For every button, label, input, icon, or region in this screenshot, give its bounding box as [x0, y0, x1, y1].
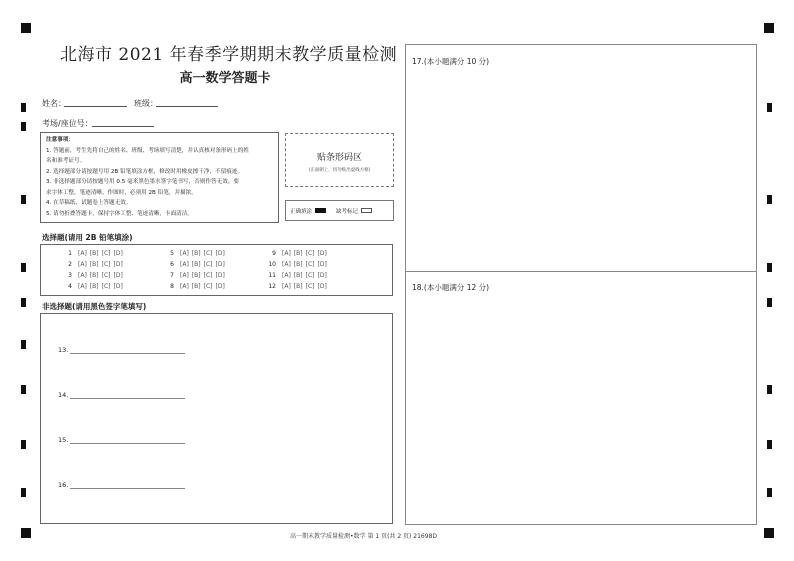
- notice-box: [40, 132, 279, 223]
- question-number: 13.: [58, 346, 69, 354]
- answer-rule[interactable]: [70, 437, 185, 444]
- choice-option-bubble[interactable]: [D]: [215, 250, 225, 257]
- timing-mark: [21, 122, 26, 131]
- choice-option-bubble[interactable]: [C]: [305, 283, 315, 290]
- choice-option-bubble[interactable]: [A]: [180, 261, 189, 268]
- question-18-title: 18.(本小题满分 12 分): [412, 283, 490, 292]
- choice-section-title: 选择题(请用 2B 铅笔填涂): [42, 233, 133, 242]
- room-seat-label: 考场/座位号：: [42, 119, 93, 128]
- question-number: 14.: [58, 391, 69, 399]
- choice-question-row: [160, 283, 225, 290]
- choice-option-bubble[interactable]: [A]: [180, 283, 189, 290]
- choice-option-bubble[interactable]: [C]: [203, 261, 213, 268]
- notice-item: 名和准考证号。: [46, 158, 86, 164]
- choice-question-row: [262, 283, 327, 290]
- filled-box-example: [315, 208, 326, 213]
- choice-question-row: [160, 250, 225, 257]
- question-number: 5: [170, 250, 174, 257]
- choice-option-bubble[interactable]: [B]: [293, 283, 303, 290]
- choice-question-row: [262, 272, 327, 279]
- notice-item: 1. 答题前，考生先将自己的姓名、班级、考场填写清楚，并认真核对条形码上的姓: [46, 147, 249, 154]
- timing-mark: [767, 440, 772, 449]
- choice-option-bubble[interactable]: [C]: [101, 272, 111, 279]
- question-number: 10: [268, 261, 276, 268]
- question-number: 2: [68, 261, 72, 268]
- timing-mark: [21, 440, 26, 449]
- registration-mark-top-left: [21, 23, 31, 33]
- choice-option-bubble[interactable]: [A]: [180, 272, 189, 279]
- question-number: 11: [268, 272, 276, 279]
- question-17-title: 17.(本小题满分 10 分): [412, 57, 490, 66]
- choice-option-bubble[interactable]: [D]: [215, 261, 225, 268]
- registration-mark-bottom-right: [764, 528, 774, 538]
- choice-question-row: [160, 272, 225, 279]
- timing-mark: [767, 488, 772, 497]
- question-number: 8: [170, 283, 174, 290]
- choice-option-bubble[interactable]: [D]: [215, 272, 225, 279]
- choice-option-bubble[interactable]: [A]: [282, 272, 291, 279]
- question-number: 1: [68, 250, 72, 257]
- fill-legend: [285, 200, 394, 221]
- timing-mark: [21, 195, 26, 204]
- answer-line-16[interactable]: [58, 481, 185, 489]
- room-seat-field[interactable]: [92, 126, 154, 127]
- notice-item: 3. 非选择题部分请按题号用 0.5 毫米黑色墨水签字笔书写，否则作答无效。要: [46, 179, 239, 185]
- answer-line-13[interactable]: [58, 346, 185, 354]
- choice-option-bubble[interactable]: [A]: [78, 283, 87, 290]
- choice-option-bubble[interactable]: [A]: [282, 283, 291, 290]
- question-number: 7: [170, 272, 174, 279]
- exam-title: 北海市 2021 年春季学期期末教学质量检测: [60, 45, 398, 65]
- choice-question-row: [262, 250, 327, 257]
- answer-line-15[interactable]: [58, 436, 185, 444]
- question-number: 6: [170, 261, 174, 268]
- question-number: 4: [68, 283, 72, 290]
- choice-option-bubble[interactable]: [C]: [203, 283, 213, 290]
- choice-question-row: [58, 261, 123, 268]
- choice-question-row: [160, 261, 225, 268]
- timing-mark: [767, 263, 772, 272]
- timing-mark: [767, 195, 772, 204]
- choice-option-bubble[interactable]: [D]: [113, 272, 123, 279]
- choice-option-bubble[interactable]: [B]: [293, 272, 303, 279]
- choice-option-bubble[interactable]: [D]: [317, 250, 327, 257]
- timing-mark: [767, 298, 772, 307]
- choice-option-bubble[interactable]: [B]: [191, 250, 201, 257]
- class-label: 班级：: [134, 99, 158, 108]
- timing-mark: [21, 263, 26, 272]
- timing-mark: [767, 385, 772, 394]
- nonchoice-answer-box: [40, 313, 393, 524]
- choice-option-bubble[interactable]: [A]: [282, 250, 291, 257]
- barcode-area: [285, 133, 394, 187]
- timing-mark: [21, 385, 26, 394]
- barcode-label: 贴条形码区: [316, 153, 362, 163]
- name-label: 姓名：: [42, 99, 66, 108]
- answer-rule[interactable]: [70, 347, 185, 354]
- registration-mark-bottom-left: [21, 528, 31, 538]
- barcode-hint: (正面朝上，切勿贴出虚线方框): [308, 168, 371, 173]
- notice-title: 注意事项：: [46, 137, 74, 143]
- choice-option-bubble[interactable]: [C]: [305, 272, 315, 279]
- choice-option-bubble[interactable]: [C]: [305, 261, 315, 268]
- notice-item: 4. 在草稿纸、试题卷上答题无效。: [46, 200, 132, 206]
- timing-mark: [767, 103, 772, 112]
- notice-item: 求字体工整，笔迹清晰。作图时，必须用 2B 铅笔，并描浓。: [46, 189, 197, 196]
- choice-option-bubble[interactable]: [D]: [317, 261, 327, 268]
- registration-mark-top-right: [764, 23, 774, 33]
- choice-option-bubble[interactable]: [B]: [191, 283, 201, 290]
- name-field[interactable]: [64, 106, 127, 107]
- choice-option-bubble[interactable]: [D]: [113, 283, 123, 290]
- choice-option-bubble[interactable]: [A]: [78, 250, 87, 257]
- answer-rule[interactable]: [70, 482, 185, 489]
- choice-option-bubble[interactable]: [C]: [203, 272, 213, 279]
- class-field[interactable]: [156, 106, 218, 107]
- choice-option-bubble[interactable]: [D]: [113, 261, 123, 268]
- answer-sheet-title: 高一数学答题卡: [179, 71, 271, 86]
- nonchoice-section-title: 非选择题(请用黑色签字笔填写): [42, 302, 147, 311]
- choice-option-bubble[interactable]: [A]: [78, 272, 87, 279]
- choice-option-bubble[interactable]: [B]: [191, 272, 201, 279]
- timing-mark: [21, 340, 26, 349]
- choice-question-row: [58, 250, 123, 257]
- choice-option-bubble[interactable]: [C]: [203, 250, 213, 257]
- timing-mark: [21, 103, 26, 112]
- correct-fill-label: 正确填涂: [290, 208, 313, 215]
- choice-option-bubble[interactable]: [D]: [215, 283, 225, 290]
- notice-item: 2. 选择题部分请按题号用 2B 铅笔填涂方框，修改时用橡皮擦干净，不留痕迹。: [46, 168, 244, 175]
- answer-line-14[interactable]: [58, 391, 185, 399]
- choice-option-bubble[interactable]: [C]: [101, 250, 111, 257]
- choice-option-bubble[interactable]: [A]: [180, 250, 189, 257]
- choice-question-row: [58, 272, 123, 279]
- question-number: 15.: [58, 436, 69, 444]
- choice-option-bubble[interactable]: [D]: [113, 250, 123, 257]
- choice-option-bubble[interactable]: [B]: [89, 250, 99, 257]
- choice-option-bubble[interactable]: [C]: [101, 261, 111, 268]
- choice-option-bubble[interactable]: [C]: [101, 283, 111, 290]
- question-number: 12: [268, 283, 276, 290]
- choice-question-row: [262, 261, 327, 268]
- choice-question-row: [58, 283, 123, 290]
- panel-divider: [405, 271, 757, 272]
- notice-item: 5. 请勿折叠答题卡，保持字体工整、笔迹清晰，卡面清洁。: [46, 210, 193, 217]
- question-number: 9: [272, 250, 276, 257]
- choice-option-bubble[interactable]: [B]: [191, 261, 201, 268]
- choice-option-bubble[interactable]: [B]: [89, 272, 99, 279]
- answer-rule[interactable]: [70, 392, 185, 399]
- choice-option-bubble[interactable]: [B]: [89, 261, 99, 268]
- choice-option-bubble[interactable]: [C]: [305, 250, 315, 257]
- page-footer: 高一期末教学质量检测•数学 第 1 页(共 2 页) 21698D: [290, 533, 438, 540]
- choice-option-bubble[interactable]: [A]: [78, 261, 87, 268]
- choice-option-bubble[interactable]: [A]: [282, 261, 291, 268]
- timing-mark: [21, 298, 26, 307]
- question-number: 16.: [58, 481, 69, 489]
- choice-option-bubble[interactable]: [D]: [317, 283, 327, 290]
- timing-mark: [21, 488, 26, 497]
- question-number: 3: [68, 272, 72, 279]
- choice-option-bubble[interactable]: [B]: [89, 283, 99, 290]
- choice-option-bubble[interactable]: [B]: [293, 250, 303, 257]
- missing-mark-box[interactable]: [361, 208, 372, 213]
- missing-mark-label: 缺考标记: [336, 208, 359, 215]
- choice-option-bubble[interactable]: [B]: [293, 261, 303, 268]
- choice-option-bubble[interactable]: [D]: [317, 272, 327, 279]
